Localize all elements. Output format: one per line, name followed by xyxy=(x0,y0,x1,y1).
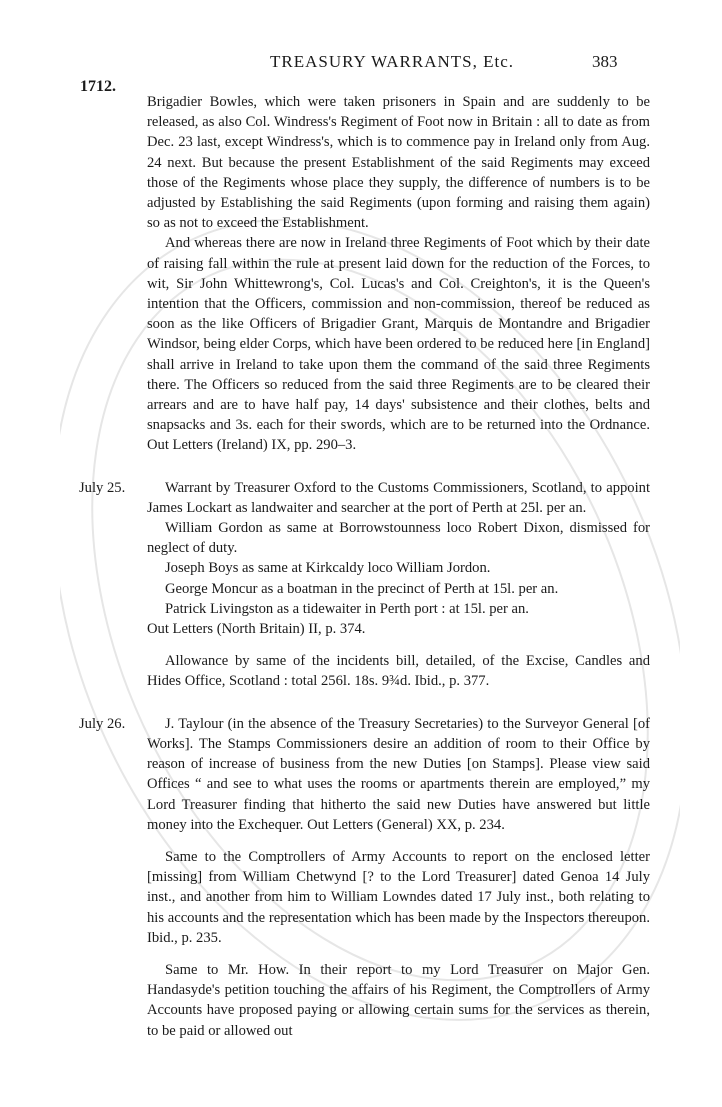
entry-continuation xyxy=(147,92,650,456)
paragraph: Joseph Boys as same at Kirkcaldy loco William Jordon. xyxy=(165,560,491,577)
paragraph: Allowance by same of the incidents bill, detailed, of the Excise, Candles and Hides Office, Scotland : total 256l. 18s. 9¾d. Ibid., p. 377. xyxy=(147,653,650,690)
entry-date: July 26. xyxy=(79,715,126,732)
running-title: TREASURY WARRANTS, Etc. xyxy=(270,52,515,71)
entry-date: July 25. xyxy=(79,479,126,496)
entry-july-26 xyxy=(79,714,650,1041)
document-body xyxy=(79,92,650,1041)
paragraph: J. Taylour (in the absence of the Treasury Secretaries) to the Surveyor General [of Works]. The Stamps Commissioners desire an addition of room to their Office by reason of increase of business from the new Duties [on Stamps]. Please view said Offices “ and see to what uses the rooms or apartments therein are employed,” my Lord Treasurer finding that hitherto the said new Duties have answered but little money into the Exchequer. Out Letters (General) XX, p. 234. xyxy=(147,715,650,833)
paragraph: Brigadier Bowles, which were taken prisoners in Spain and are suddenly to be released, as also Col. Windress's Regiment of Foot now in Britain : all to date as from Dec. 23 last, except Windress's, which is to commence pay in Ireland only from Aug. 24 next. But because the present Establishment of the said Regiments may exceed those of the Regiments whose place they supply, the difference of numbers is to be adjusted by Establishing the said Regiments (upon forming and raising them again) so as not to exceed the Establishment. xyxy=(147,94,650,232)
page-header xyxy=(0,52,722,95)
paragraph: Warrant by Treasurer Oxford to the Customs Commissioners, Scotland, to appoint James Lockart as landwaiter and searcher at the port of Perth at 25l. per an. xyxy=(147,479,650,516)
paragraph: And whereas there are now in Ireland three Regiments of Foot which by their date of raising fall within the rule at present laid down for the reduction of the Forces, to wit, Sir John Whittewrong's, Col. Lucas's and Col. Creighton's, it is the Queen's intention that the Officers, commission and non-commission, thereof be reduced as soon as the like Officers of Brigadier Grant, Marquis de Montandre and Brigadier Windsor, being elder Corps, which have been ordered to be reduced here [in England] shall arrive in Ireland to take upon them the command of the said three Regiments there. The Officers so reduced from the said three Regiments are to be cleared their arrears and are to have half pay, 14 days' subsistence and their clothes, belts and snapsacks and 3s. each for their swords, which are to be returned into the Ordnance. Out Letters (Ireland) IX, pp. 290–3. xyxy=(147,235,650,454)
entry-july-25 xyxy=(79,478,650,692)
paragraph: Same to the Comptrollers of Army Accounts to report on the enclosed letter [missing] from William Chetwynd [? to the Lord Treasurer] dated Genoa 14 July inst., and another from him to William Lowndes dated 17 July inst., both relating to his accounts and the representation which has been made by the Inspectors thereupon. Ibid., p. 235. xyxy=(147,848,650,946)
citation: Out Letters (North Britain) II, p. 374. xyxy=(147,621,366,638)
paragraph: Patrick Livingston as a tidewaiter in Perth port : at 15l. per an. xyxy=(165,600,529,617)
page-number: 383 xyxy=(592,52,618,71)
paragraph: William Gordon as same at Borrowstounness loco Robert Dixon, dismissed for neglect of duty. xyxy=(147,520,650,557)
paragraph: Same to Mr. How. In their report to my Lord Treasurer on Major Gen. Handasyde's petition touching the affairs of his Regiment, the Comptrollers of Army Accounts have proposed paying or allowing certain sums for the services as therein, to be paid or allowed out xyxy=(147,961,650,1039)
paragraph: George Moncur as a boatman in the precinct of Perth at 15l. per an. xyxy=(165,580,559,597)
year-marker: 1712. xyxy=(80,78,116,95)
